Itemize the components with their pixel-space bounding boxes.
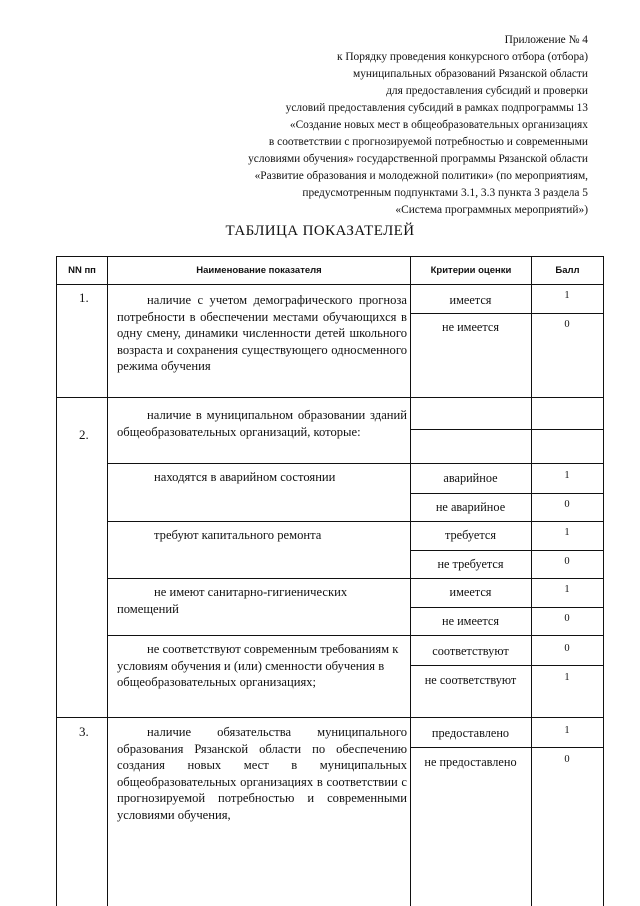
indicator-text: наличие с учетом демографического прогноза потребности в обеспечении местами обучающихся в одну смену, динамики численности детей школьного возраста и сохранения существующего односменного режима обучения: [117, 293, 407, 373]
row-number: 3.: [79, 724, 89, 739]
appendix-line: к Порядку проведения конкурсного отбора (отбора): [336, 51, 588, 63]
criterion-score: 0: [564, 613, 570, 624]
appendix-line: Приложение № 4: [504, 34, 588, 46]
criterion-score: 0: [564, 754, 570, 765]
column-header: Наименование показателя: [196, 265, 322, 276]
row-divider: [410, 313, 603, 314]
criterion-label: не соответствуют: [424, 673, 517, 687]
appendix-line: в соответствии с прогнозируемой потребностью и современными: [268, 136, 588, 148]
criterion-score: 1: [564, 470, 570, 481]
row-divider: [410, 493, 603, 494]
row-divider: [57, 397, 603, 398]
appendix-header: [128, 32, 588, 219]
criterion-label: имеется: [449, 585, 492, 599]
sub-indicator-text: не соответствуют современным требованиям к условиям обучения и (или) сменности обучения в общеобразовательных организациях;: [117, 642, 399, 689]
row-divider: [107, 463, 603, 464]
row-number: 2.: [79, 427, 89, 442]
criterion-label: не предоставлено: [424, 755, 517, 769]
row-divider: [107, 521, 603, 522]
appendix-line: для предоставления субсидий и проверки: [386, 85, 588, 97]
row-divider: [107, 635, 603, 636]
criterion-score: 0: [564, 643, 570, 654]
column-header: Критерии оценки: [430, 265, 512, 276]
criterion-label: не имеется: [441, 614, 500, 628]
indicator-text: наличие обязательства муниципального образования Рязанской области по обеспечению создания новых мест в муниципальных общеобразовательных организациях в соответствии с прогнозируемой потребностью и современными условиями обучения,: [117, 725, 407, 822]
sub-indicator-text: находятся в аварийном состоянии: [154, 470, 336, 484]
criterion-score: 1: [564, 290, 570, 301]
row-divider: [57, 284, 603, 285]
appendix-line: «Система программных мероприятий»): [395, 204, 588, 216]
appendix-line: муниципальных образований Рязанской области: [352, 68, 588, 80]
column-divider: [531, 257, 532, 906]
row-divider: [410, 665, 603, 666]
criterion-score: 1: [564, 725, 570, 736]
row-divider: [107, 578, 603, 579]
page-title: ТАБЛИЦА ПОКАЗАТЕЛЕЙ: [225, 223, 415, 239]
appendix-line: «Создание новых мест в общеобразовательных организациях: [289, 119, 588, 131]
appendix-line: предусмотренным подпунктами 3.1, 3.3 пункта 3 раздела 5: [302, 187, 588, 199]
criterion-score: 1: [564, 584, 570, 595]
column-header: NN пп: [68, 265, 96, 276]
sub-indicator-text: требуют капитального ремонта: [154, 528, 322, 542]
indicators-table: [56, 256, 604, 906]
criterion-label: аварийное: [443, 471, 498, 485]
criterion-label: соответствуют: [432, 644, 509, 658]
appendix-line: условий предоставления субсидий в рамках подпрограммы 13: [285, 102, 588, 114]
criterion-score: 0: [564, 319, 570, 330]
row-divider: [410, 429, 603, 430]
row-divider: [410, 607, 603, 608]
criterion-label: имеется: [449, 293, 492, 307]
criterion-label: не аварийное: [435, 500, 506, 514]
appendix-line: условиями обучения» государственной программы Рязанской области: [248, 153, 588, 165]
criterion-label: требуется: [444, 528, 496, 542]
criterion-score: 0: [564, 556, 570, 567]
indicator-text: наличие в муниципальном образовании зданий общеобразовательных организаций, которые:: [117, 408, 407, 439]
criterion-label: не имеется: [441, 320, 500, 334]
criterion-label: не требуется: [437, 557, 504, 571]
column-header: Балл: [555, 265, 580, 276]
row-number: 1.: [79, 290, 89, 305]
criterion-score: 1: [564, 672, 570, 683]
sub-indicator-text: не имеют санитарно-гигиенических помещений: [117, 585, 348, 616]
column-divider: [107, 257, 108, 906]
criterion-label: предоставлено: [431, 726, 510, 740]
column-divider: [410, 257, 411, 906]
row-divider: [410, 550, 603, 551]
appendix-line: «Развитие образования и молодежной политики» (по мероприятиям,: [254, 170, 588, 182]
criterion-score: 1: [564, 527, 570, 538]
row-divider: [57, 717, 603, 718]
criterion-score: 0: [564, 499, 570, 510]
row-divider: [410, 747, 603, 748]
